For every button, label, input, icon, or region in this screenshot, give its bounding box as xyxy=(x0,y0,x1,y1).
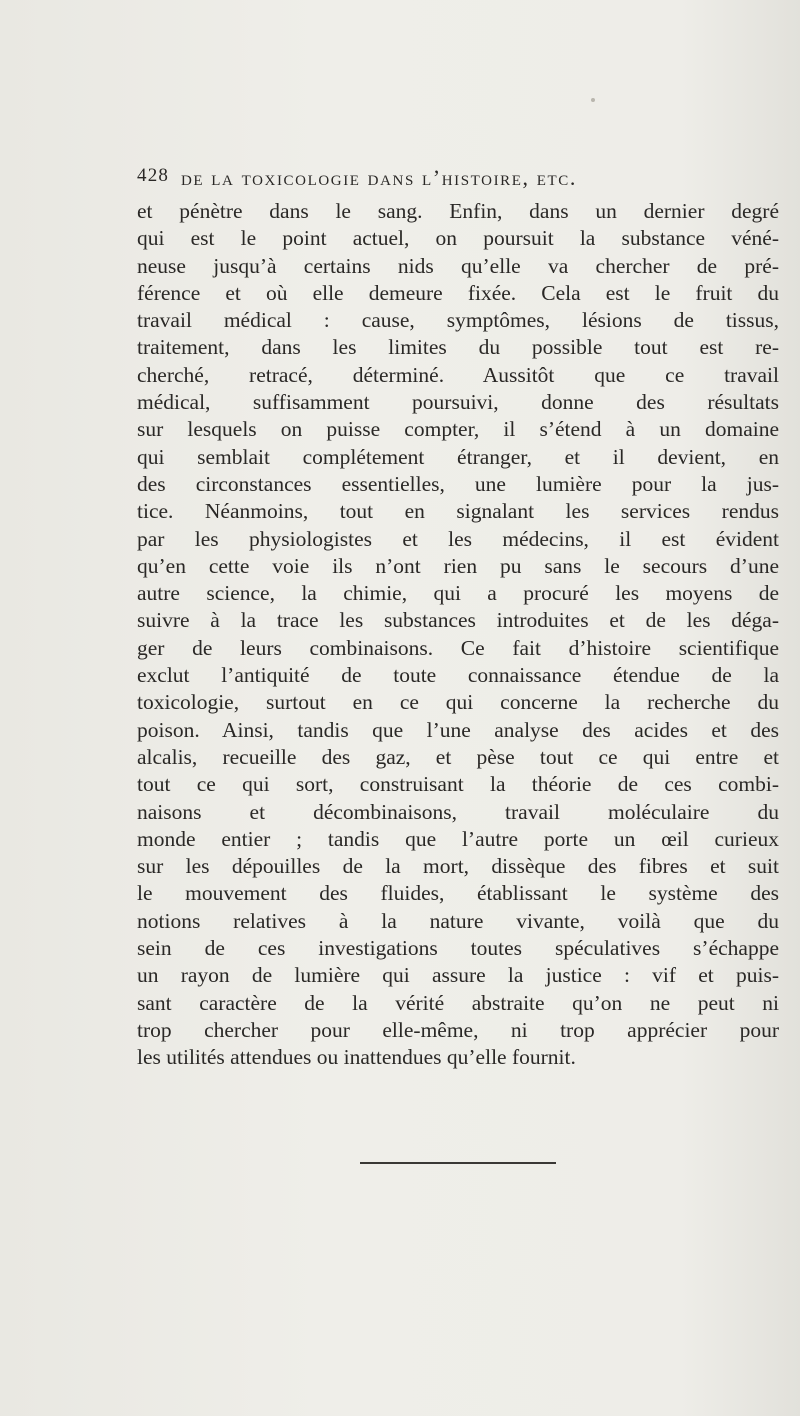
text-line: tout ce qui sort, construisant la théorie de ces combi- xyxy=(137,772,779,797)
text-line: qui est le point actuel, on poursuit la substance véné- xyxy=(137,226,779,251)
text-line: sur les dépouilles de la mort, dissèque des fibres et suit xyxy=(137,854,779,879)
text-line: travail médical : cause, symptômes, lésions de tissus, xyxy=(137,308,779,333)
text-line: trop chercher pour elle-même, ni trop apprécier pour xyxy=(137,1017,779,1042)
text-line: monde entier ; tandis que l’autre porte un œil curieux xyxy=(137,826,779,851)
text-line: les utilités attendues ou inattendues qu’elle fournit. xyxy=(137,1045,576,1070)
text-line: toxicologie, surtout en ce qui concerne la recherche du xyxy=(137,690,779,715)
text-line: sein de ces investigations toutes spéculatives s’échappe xyxy=(137,936,779,961)
text-line: qu’en cette voie ils n’ont rien pu sans le secours d’une xyxy=(137,553,779,578)
text-line: sur lesquels on puisse compter, il s’étend à un domaine xyxy=(137,417,779,442)
text-line: poison. Ainsi, tandis que l’une analyse des acides et des xyxy=(137,717,779,742)
text-line: le mouvement des fluides, établissant le système des xyxy=(137,881,779,906)
page-header xyxy=(137,161,785,191)
text-line: qui semblait complétement étranger, et il devient, en xyxy=(137,444,779,469)
text-line: par les physiologistes et les médecins, il est évident xyxy=(137,526,779,551)
text-line: neuse jusqu’à certains nids qu’elle va chercher de pré- xyxy=(137,253,779,278)
text-line: cherché, retracé, déterminé. Aussitôt que ce travail xyxy=(137,362,779,387)
text-line: et pénètre dans le sang. Enfin, dans un dernier degré xyxy=(137,199,779,223)
body-paragraph xyxy=(137,198,779,1072)
paper-speck xyxy=(591,98,595,102)
text-line: notions relatives à la nature vivante, voilà que du xyxy=(137,908,779,933)
text-line: alcalis, recueille des gaz, et pèse tout ce qui entre et xyxy=(137,744,779,769)
text-line: exclut l’antiquité de toute connaissance étendue de la xyxy=(137,663,779,688)
text-line: suivre à la trace les substances introduites et de les déga- xyxy=(137,608,779,633)
text-line: des circonstances essentielles, une lumière pour la jus- xyxy=(137,471,779,496)
text-line: traitement, dans les limites du possible tout est re- xyxy=(137,335,779,360)
page-number: 428 xyxy=(137,165,170,186)
text-line: naisons et décombinaisons, travail moléculaire du xyxy=(137,799,779,824)
end-rule xyxy=(360,1162,556,1164)
text-line: tice. Néanmoins, tout en signalant les services rendus xyxy=(137,499,779,524)
text-line: un rayon de lumière qui assure la justice : vif et puis- xyxy=(137,963,779,988)
text-line: ger de leurs combinaisons. Ce fait d’histoire scientifique xyxy=(137,635,779,660)
text-line: sant caractère de la vérité abstraite qu’on ne peut ni xyxy=(137,990,779,1015)
text-line: autre science, la chimie, qui a procuré les moyens de xyxy=(137,581,779,606)
text-line: médical, suffisamment poursuivi, donne des résultats xyxy=(137,390,779,415)
running-head: de la toxicologie dans l’histoire, etc. xyxy=(181,165,577,190)
text-line: férence et où elle demeure fixée. Cela est le fruit du xyxy=(137,280,779,305)
